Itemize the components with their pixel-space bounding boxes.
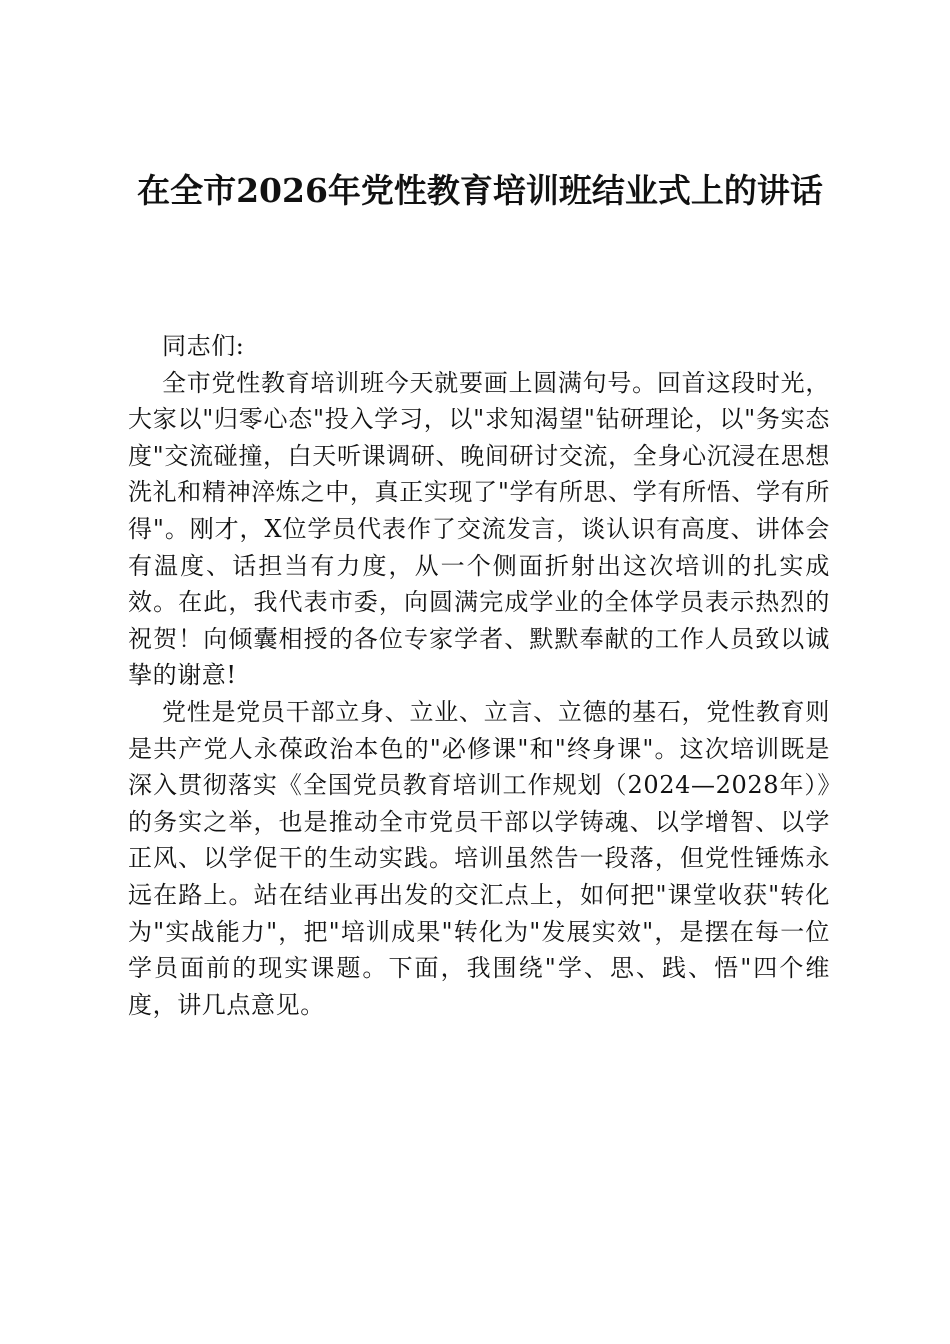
paragraph-opening: 全市党性教育培训班今天就要画上圆满句号。回首这段时光，大家以"归零心态"投入学习，以"求知渴望"钻研理论，以"务实态度"交流碰撞，白天听课调研、晚间研讨交流，全身心沉浸在思想洗礼和精神淬炼之中，真正实现了"学有所思、学有所悟、学有所得"。刚才，X位学员代表作了交流发言，谈认识有高度、讲体会有温度、话担当有力度，从一个侧面折射出这次培训的扎实成效。在此，我代表市委，向圆满完成学业的全体学员表示热烈的祝贺！向倾囊相授的各位专家学者、默默奉献的工作人员致以诚挚的谢意! [128, 368, 830, 690]
salutation: 同志们: [162, 332, 245, 360]
paragraph-party-spirit: 党性是党员干部立身、立业、立言、立德的基石，党性教育则是共产党人永葆政治本色的"必修课"和"终身课"。这次培训既是深入贯彻落实《全国党员教育培训工作规划（2024—2028年）》的务实之举，也是推动全市党员干部以学铸魂、以学增智、以学正风、以学促干的生动实践。培训虽然告一段落，但党性锤炼永远在路上。站在结业再出发的交汇点上，如何把"课堂收获"转化为"实战能力"，把"培训成果"转化为"发展实效"，是摆在每一位学员面前的现实课题。下面，我围绕"学、思、践、悟"四个维度，讲几点意见。 [128, 697, 830, 1019]
document-title: 在全市2026年党性教育培训班结业式上的讲话 [137, 171, 823, 210]
document-body [128, 328, 830, 1023]
